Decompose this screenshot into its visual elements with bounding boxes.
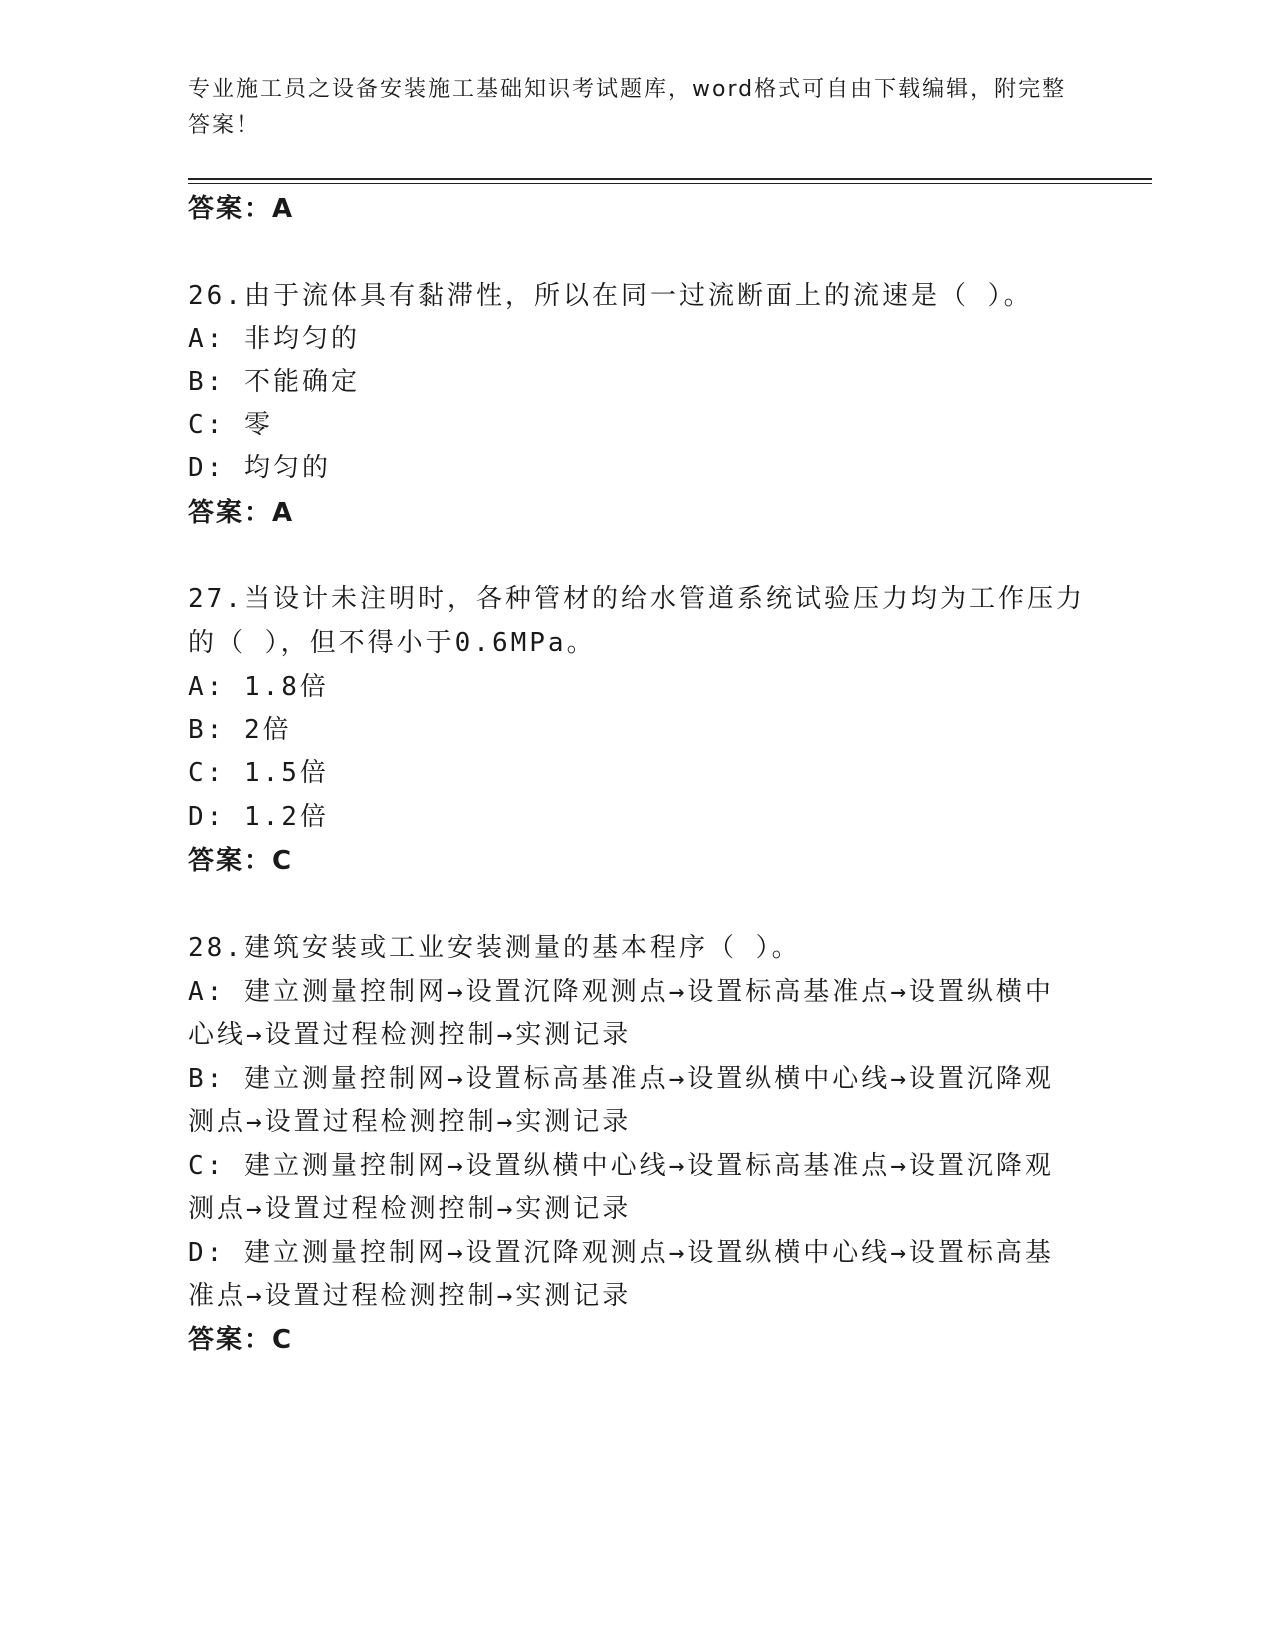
question-27-option-a: A: 1.8倍 xyxy=(188,672,329,702)
question-27-option-c: C: 1.5倍 xyxy=(188,758,329,788)
question-28-option-a-line-2: 心线→设置过程检测控制→实测记录 xyxy=(188,1020,632,1050)
previous-answer: 答案：A xyxy=(188,194,295,224)
question-28-option-a-line-1: A: 建立测量控制网→设置沉降观测点→设置标高基准点→设置纵横中 xyxy=(188,977,1054,1007)
question-28-stem: 28.建筑安装或工业安装测量的基本程序（ ）。 xyxy=(188,933,801,963)
question-27-option-d: D: 1.2倍 xyxy=(188,802,329,832)
question-28-option-c-line-1: C: 建立测量控制网→设置纵横中心线→设置标高基准点→设置沉降观 xyxy=(188,1151,1054,1181)
question-28-option-d-line-1: D: 建立测量控制网→设置沉降观测点→设置纵横中心线→设置标高基 xyxy=(188,1238,1054,1268)
document-header-text: 专业施工员之设备安装施工基础知识考试题库，word格式可自由下载编辑，附完整答案！ xyxy=(188,77,1067,138)
header-divider-thick xyxy=(188,178,1152,180)
question-27-stem-line-2: 的（ ），但不得小于0.6MPa。 xyxy=(188,628,596,658)
question-28-option-d-line-2: 准点→设置过程检测控制→实测记录 xyxy=(188,1281,632,1311)
question-28-option-b-line-1: B: 建立测量控制网→设置标高基准点→设置纵横中心线→设置沉降观 xyxy=(188,1064,1054,1094)
question-26-stem: 26.由于流体具有黏滞性，所以在同一过流断面上的流速是（ ）。 xyxy=(188,281,1033,311)
question-26-option-c: C: 零 xyxy=(188,410,273,440)
question-26-option-d: D: 均匀的 xyxy=(188,453,331,483)
question-28-option-c-line-2: 测点→设置过程检测控制→实测记录 xyxy=(188,1194,632,1224)
question-27-stem-line-1: 27.当设计未注明时，各种管材的给水管道系统试验压力均为工作压力 xyxy=(188,584,1085,614)
question-26-option-a: A: 非均匀的 xyxy=(188,324,360,354)
question-27-answer: 答案：C xyxy=(188,846,294,876)
question-28-answer: 答案：C xyxy=(188,1325,294,1355)
header-divider-thin xyxy=(188,183,1152,184)
question-27-option-b: B: 2倍 xyxy=(188,715,292,745)
question-26-answer: 答案：A xyxy=(188,498,295,528)
question-28-option-b-line-2: 测点→设置过程检测控制→实测记录 xyxy=(188,1107,632,1137)
question-26-option-b: B: 不能确定 xyxy=(188,367,360,397)
